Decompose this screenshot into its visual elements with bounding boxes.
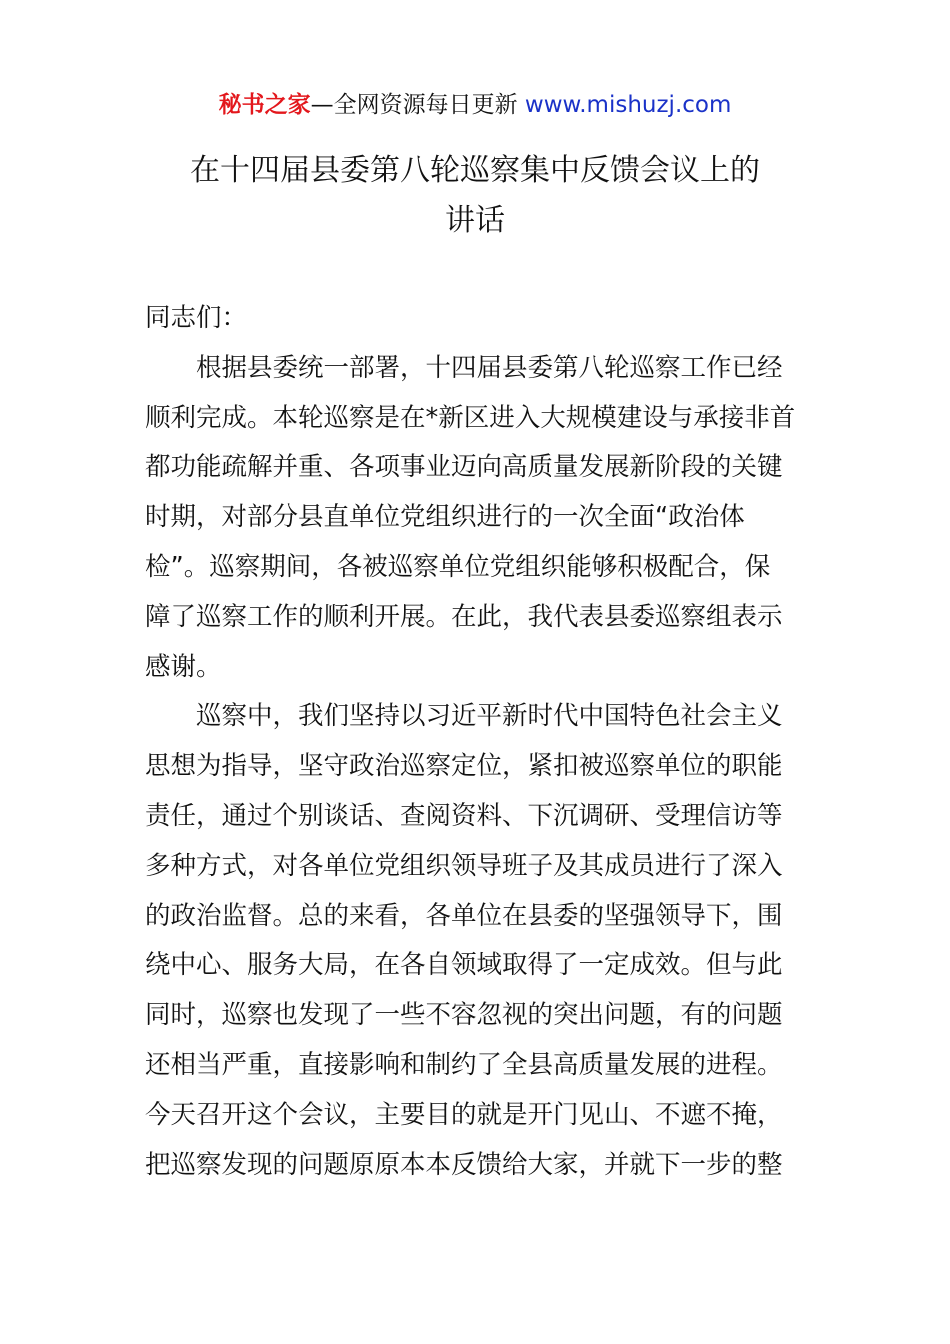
- paragraph-2: [145, 692, 810, 1190]
- paragraph-line: 今天召开这个会议，主要目的就是开门见山、不遮不掩，: [145, 1099, 783, 1130]
- paragraph-line: 顺利完成。本轮巡察是在*新区进入大规模建设与承接非首: [145, 402, 796, 433]
- paragraph-line: 责任，通过个别谈话、查阅资料、下沉调研、受理信访等: [145, 800, 783, 831]
- brand-name: 秘书之家: [218, 92, 311, 118]
- paragraph-line: 都功能疏解并重、各项事业迈向高质量发展新阶段的关键: [145, 452, 783, 483]
- paragraph-line: 感谢。: [145, 651, 222, 682]
- title-line: 讲话: [445, 203, 505, 238]
- site-url-link[interactable]: www.mishuzj.com: [524, 92, 732, 118]
- paragraph-line: 的政治监督。总的来看，各单位在县委的坚强领导下，围: [145, 900, 783, 931]
- paragraph-line: 思想为指导，坚守政治巡察定位，紧扣被巡察单位的职能: [145, 751, 783, 782]
- paragraph-line: 多种方式，对各单位党组织领导班子及其成员进行了深入: [145, 850, 783, 881]
- paragraph-line: 根据县委统一部署，十四届县委第八轮巡察工作已经: [196, 352, 783, 383]
- paragraph-line: 障了巡察工作的顺利开展。在此，我代表县委巡察组表示: [145, 601, 783, 632]
- paragraph-line: 同时，巡察也发现了一些不容忽视的突出问题，有的问题: [145, 1000, 783, 1031]
- paragraph-line: 检”。巡察期间，各被巡察单位党组织能够积极配合，保: [145, 551, 771, 582]
- paragraph-line: 还相当严重，直接影响和制约了全县高质量发展的进程。: [145, 1049, 783, 1080]
- paragraph-1: [145, 344, 810, 693]
- site-header: [0, 88, 950, 122]
- document-body: [145, 294, 810, 1190]
- paragraph-line: 绕中心、服务大局，在各自领域取得了一定成效。但与此: [145, 950, 783, 981]
- paragraph-line: 把巡察发现的问题原原本本反馈给大家，并就下一步的整: [145, 1149, 783, 1180]
- title-line: 在十四届县委第八轮巡察集中反馈会议上的: [190, 153, 760, 188]
- header-tagline: —全网资源每日更新: [310, 92, 525, 118]
- paragraph-line: 时期，对部分县直单位党组织进行的一次全面“政治体: [145, 502, 745, 533]
- salutation: 同志们：: [145, 303, 248, 333]
- paragraph-line: 巡察中，我们坚持以习近平新时代中国特色社会主义: [196, 701, 783, 732]
- document-title: [100, 146, 850, 246]
